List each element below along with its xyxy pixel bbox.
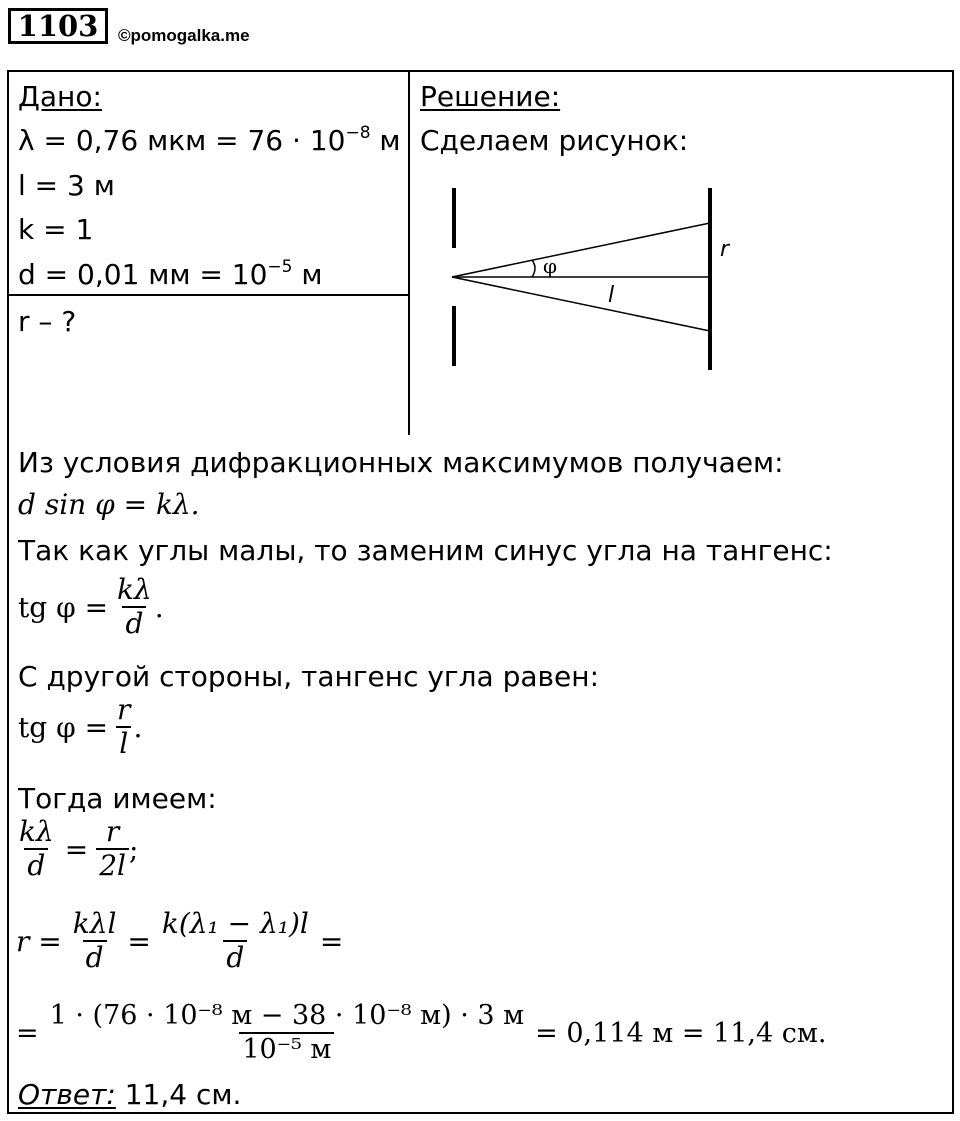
find-label: r – ? xyxy=(18,305,77,338)
solution-title: Решение: xyxy=(420,80,561,113)
given-order: k = 1 xyxy=(18,213,94,246)
equation-tangent-1: tg φ = $\frac{k\lambda}{d}$ . xyxy=(18,573,164,640)
answer-line xyxy=(18,1078,241,1112)
equation-r-general: r = $\frac{\text{kλl}}{d}$ = $\frac{\text{k(λ₁ − λ₁)l}}{d}$ = xyxy=(16,907,344,974)
given-title: Дано: xyxy=(18,80,102,113)
given-period: d = 0,01 мм = $10^{-5}$ м xyxy=(18,257,323,291)
text-diffraction-condition: Из условия дифракционных максимумов получаем: xyxy=(18,446,784,479)
given-find-divider xyxy=(7,294,410,296)
equation-equality: $\frac{k\lambda}{d}$ = $\frac{r}{2l}$ ; xyxy=(19,815,139,882)
distance-label: r xyxy=(720,237,730,262)
text-other-side: С другой стороны, тангенс угла равен: xyxy=(18,660,599,693)
text-small-angles: Так как углы малы, то заменим синус угла на тангенс: xyxy=(18,534,833,567)
diffraction-figure xyxy=(420,180,750,380)
answer-value: 11,4 см. xyxy=(124,1078,242,1111)
copyright-label: ©pomogalka.me xyxy=(118,26,250,45)
text-then: Тогда имеем: xyxy=(18,782,217,815)
answer-label: Ответ: xyxy=(18,1078,116,1111)
equation-tangent-2: tg φ = $\frac{r}{l}$ . xyxy=(18,693,143,760)
angle-label: φ xyxy=(543,254,558,278)
given-length: l = 3 м xyxy=(18,169,115,202)
problem-number: 1103 xyxy=(8,8,108,44)
length-label: l xyxy=(608,283,615,308)
given-wavelength: λ = 0,76 мкм = $76 \cdot 10^{-8}$ м xyxy=(18,123,401,157)
column-divider xyxy=(408,70,410,435)
equation-grating: d sin φ = kλ. xyxy=(18,488,200,521)
figure-caption: Сделаем рисунок: xyxy=(420,124,689,157)
equation-r-numeric: = $\frac{\text{1 · (76 · 10⁻⁸ м − 38 · 10⁻⁸ м) · 3 м}}{\text{10⁻⁵ м}}$ = 0,114 м = 11,4 см. xyxy=(16,1000,827,1065)
